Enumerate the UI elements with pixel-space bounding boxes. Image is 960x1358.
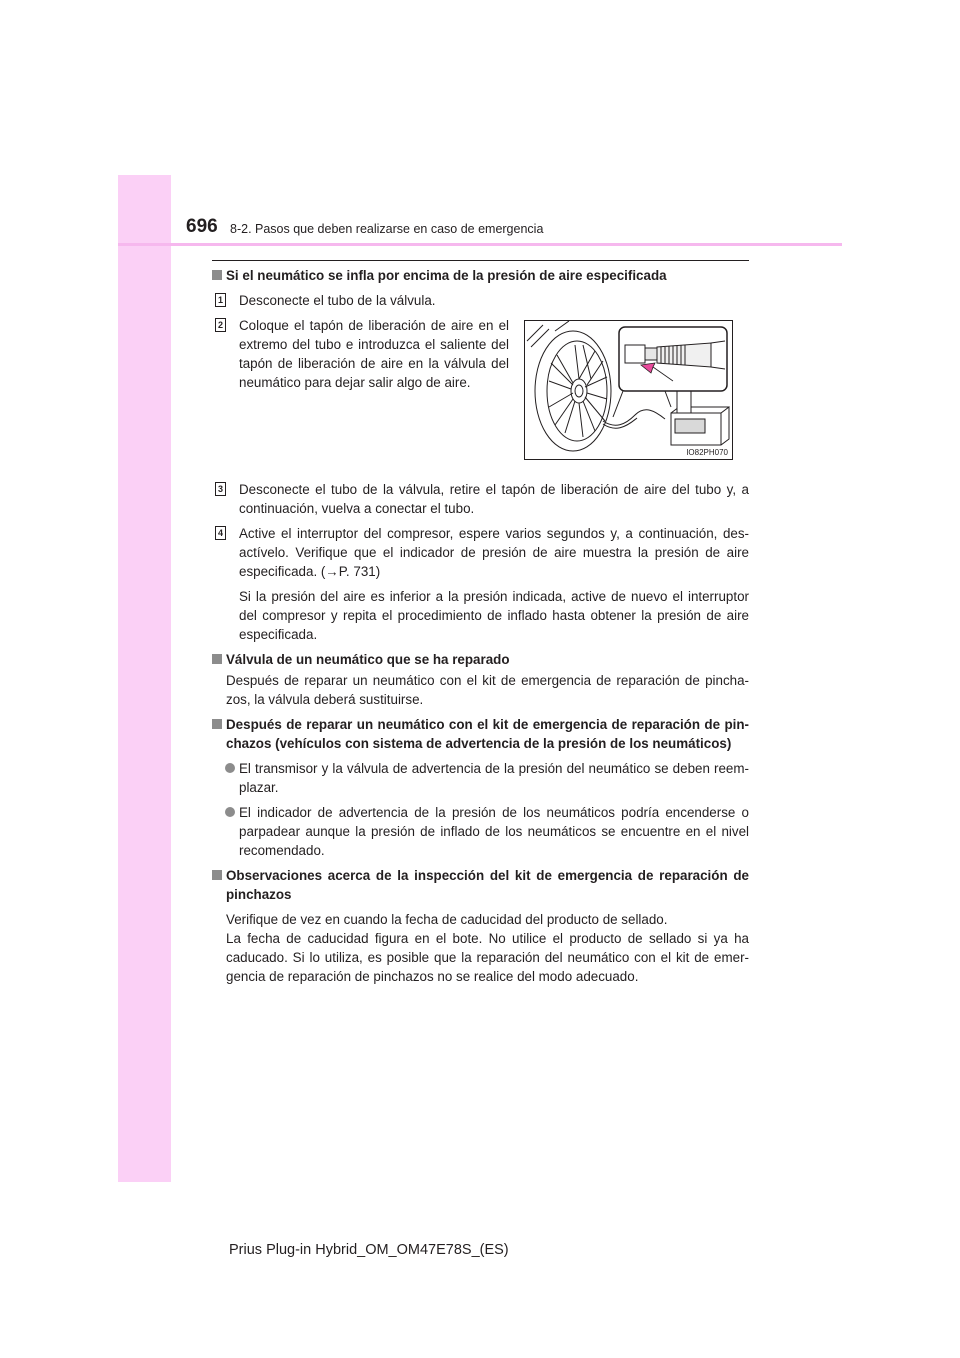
square-bullet-icon xyxy=(212,654,222,664)
heading-text: Si el neumático se infla por encima de la presión de aire especificada xyxy=(226,268,667,283)
step-1 xyxy=(212,291,749,310)
step-number: 3 xyxy=(215,482,226,496)
heading-text: Observaciones acerca de la inspección del kit de emergencia de reparación de pinchazos xyxy=(226,868,749,902)
step-number: 2 xyxy=(215,318,226,332)
heading-kit-inspection xyxy=(212,866,749,904)
tire-compressor-drawing xyxy=(525,321,732,459)
content-divider xyxy=(212,260,749,261)
bullet-text: El indicador de advertencia de la presión de los neumáticos podría encenderse o parpadear aunque la presión de inflado de los neumáticos se encuentre en el nivel recomendado. xyxy=(239,805,749,858)
square-bullet-icon xyxy=(212,270,222,280)
page-number: 696 xyxy=(186,216,218,237)
heading-overinflation xyxy=(212,266,749,285)
step-text: Coloque el tapón de liberación de aire en el extremo del tubo e introduzca el saliente del tapón de liberación de aire en la válvula del neumático para dejar salir algo de aire. xyxy=(239,318,509,390)
step-text: Desconecte el tubo de la válvula. xyxy=(239,293,436,308)
header-rule xyxy=(118,243,842,246)
tire-valve-illustration xyxy=(524,320,733,460)
heading-text: Después de reparar un neumático con el kit de emergencia de reparación de pin-chazos (vehículos con sistema de advertencia de la presión de los neumáticos) xyxy=(226,717,749,751)
section-title: 8-2. Pasos que deben realizarse en caso de emergencia xyxy=(230,222,544,236)
step-number: 4 xyxy=(215,526,226,540)
step-text: Desconecte el tubo de la válvula, retire el tapón de liberación de aire del tubo y, a continuación, vuelva a conectar el tubo. xyxy=(239,482,749,516)
step-text: Active el interruptor del compresor, espere varios segundos y, a continuación, des-actívelo. Verifique que el indicador de presión de aire muestra la presión de aire especificada. (→P. 731) xyxy=(239,526,749,579)
step-3 xyxy=(212,480,749,518)
heading-text: Válvula de un neumático que se ha reparado xyxy=(226,652,510,667)
footer-manual-id: Prius Plug-in Hybrid_OM_OM47E78S_(ES) xyxy=(229,1242,509,1258)
circle-bullet-icon xyxy=(225,807,235,817)
step-4-note: Si la presión del aire es inferior a la presión indicada, active de nuevo el interruptor del compresor y repita el procedimiento de inflado hasta obtener la presión de aire especificada. xyxy=(239,589,749,642)
paragraph-expiry-warning: La fecha de caducidad figura en el bote. No utilice el producto de sellado si ya ha caducado. Si lo utiliza, es posible que la reparación del neumático con el kit de emer-gencia de reparación de pinchazos no se realice del modo adecuado. xyxy=(226,931,749,984)
bullet-warning-light xyxy=(212,803,749,860)
sidebar-tab xyxy=(118,175,171,1182)
paragraph-expiry-check: Verifique de vez en cuando la fecha de caducidad del producto de sellado. xyxy=(226,912,668,927)
step-number: 1 xyxy=(215,293,226,307)
square-bullet-icon xyxy=(212,870,222,880)
bullet-transmitter xyxy=(212,759,749,797)
step-4 xyxy=(212,524,749,581)
square-bullet-icon xyxy=(212,719,222,729)
step-2 xyxy=(212,316,509,392)
figure-code: IO82PH070 xyxy=(686,448,728,457)
bullet-text: El transmisor y la válvula de advertencia de la presión del neumático se deben reem-plazar. xyxy=(239,761,749,795)
paragraph-repaired-valve: Después de reparar un neumático con el kit de emergencia de reparación de pincha-zos, la válvula deberá sustituirse. xyxy=(226,673,749,707)
circle-bullet-icon xyxy=(225,763,235,773)
heading-after-repair xyxy=(212,715,749,753)
heading-repaired-valve xyxy=(212,650,749,669)
